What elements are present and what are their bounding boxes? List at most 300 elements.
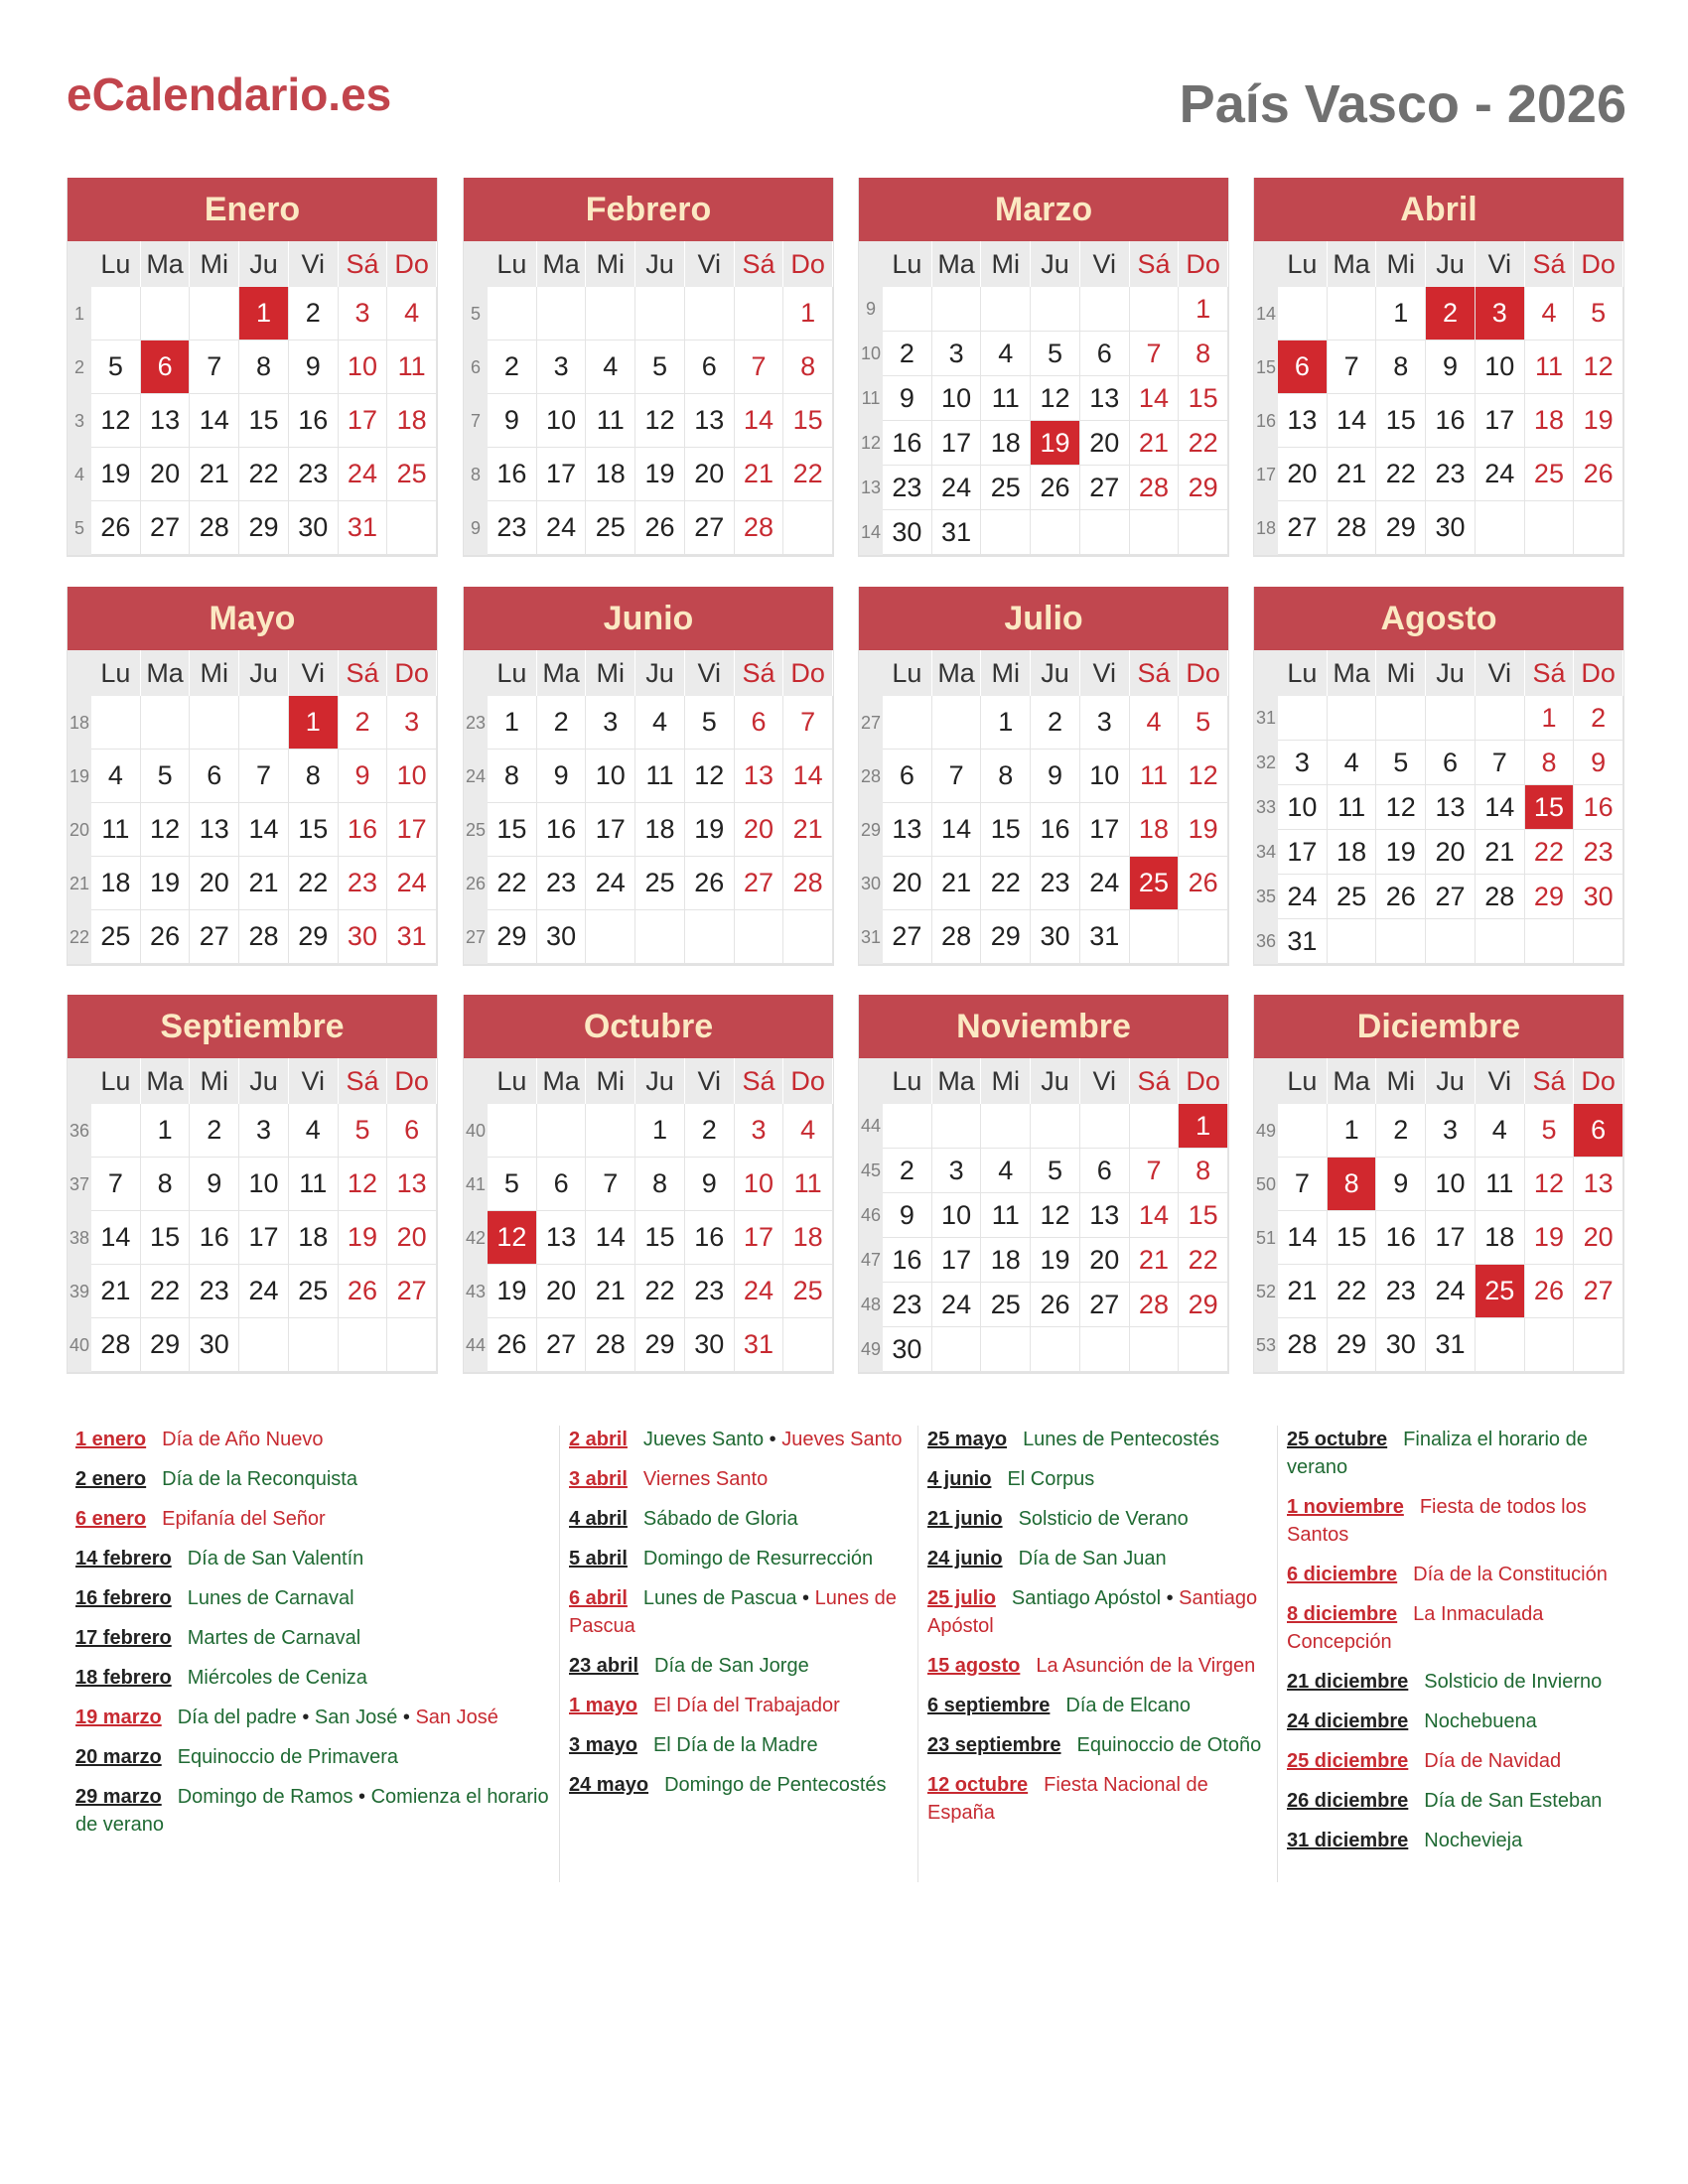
- day-cell: 14: [1130, 376, 1180, 421]
- week-number: 29: [859, 803, 883, 857]
- brand-logo: eCalendario.es: [67, 68, 392, 120]
- holiday-name: Día del padre: [177, 1706, 297, 1728]
- holiday-name: Martes de Carnaval: [187, 1627, 361, 1649]
- week-row: [859, 510, 1228, 555]
- week-number: 27: [859, 696, 883, 750]
- bullet-separator: •: [352, 1786, 371, 1808]
- week-row: [464, 696, 833, 750]
- day-cell: 21: [735, 448, 784, 501]
- day-cell: 26: [339, 1265, 388, 1318]
- empty-cell: [1376, 696, 1426, 741]
- day-cell: 26: [91, 501, 141, 555]
- day-cell: 10: [1426, 1158, 1476, 1211]
- week-row: [1254, 1318, 1623, 1372]
- week-number: 31: [859, 910, 883, 964]
- week-number: 26: [464, 857, 488, 910]
- day-cell: 2: [488, 341, 537, 394]
- weekday-label: Lu: [883, 1058, 932, 1104]
- holiday-column: [927, 1426, 1265, 1839]
- weekday-label: Ju: [635, 241, 685, 287]
- day-cell: 22: [1179, 1238, 1228, 1283]
- empty-cell: [1080, 1327, 1130, 1372]
- holiday-date: 17 febrero: [75, 1627, 172, 1649]
- weekday-label: Ma: [141, 650, 191, 696]
- weekday-label: Sá: [1525, 241, 1575, 287]
- week-row: [464, 1265, 833, 1318]
- day-cell: 14: [932, 803, 982, 857]
- holiday-name: Viernes Santo: [642, 1468, 769, 1490]
- day-cell: 14: [586, 1211, 635, 1265]
- day-cell: 5: [1031, 332, 1080, 376]
- week-row: [859, 332, 1228, 376]
- day-cell: 13: [735, 750, 784, 803]
- weekday-label: Ju: [1031, 650, 1080, 696]
- weekday-label: Mi: [190, 650, 239, 696]
- day-cell: 26: [1179, 857, 1228, 910]
- weekday-corner: [68, 241, 91, 287]
- day-cell: 30: [1031, 910, 1080, 964]
- empty-cell: [141, 287, 191, 341]
- day-cell: 3: [537, 341, 587, 394]
- holiday-item: [1287, 1747, 1624, 1775]
- weekday-header: [1254, 650, 1623, 696]
- weekday-label: Ma: [141, 1058, 191, 1104]
- day-cell: 31: [932, 510, 982, 555]
- day-cell: 15: [1179, 376, 1228, 421]
- week-row: [859, 696, 1228, 750]
- day-cell: 23: [1426, 448, 1476, 501]
- week-row: [68, 1158, 437, 1211]
- weekday-label: Mi: [586, 241, 635, 287]
- week-number: 9: [464, 501, 488, 555]
- day-cell: 8: [1179, 1149, 1228, 1193]
- day-cell: 3: [387, 696, 437, 750]
- day-cell: 10: [932, 1193, 982, 1238]
- month-abril: [1253, 178, 1624, 557]
- day-cell: 31: [1426, 1318, 1476, 1372]
- weekday-label: Ma: [537, 1058, 587, 1104]
- week-number: 14: [859, 510, 883, 555]
- holiday-date: 18 febrero: [75, 1667, 172, 1689]
- day-cell: 29: [1376, 501, 1426, 555]
- day-cell: 26: [141, 910, 191, 964]
- empty-cell: [387, 501, 437, 555]
- column-divider: [917, 1426, 918, 1882]
- week-number: 46: [859, 1193, 883, 1238]
- day-cell: 6: [883, 750, 932, 803]
- weekday-corner: [1254, 650, 1278, 696]
- weekday-label: Sá: [735, 650, 784, 696]
- week-row: [464, 501, 833, 555]
- day-cell: 14: [1476, 785, 1525, 830]
- week-row: [859, 421, 1228, 466]
- weekday-corner: [1254, 1058, 1278, 1104]
- empty-cell: [1476, 696, 1525, 741]
- empty-cell: [1376, 919, 1426, 964]
- holiday-name: Domingo de Resurrección: [642, 1548, 874, 1570]
- empty-cell: [1328, 696, 1377, 741]
- month-title: Febrero: [464, 178, 833, 241]
- day-cell: 29: [1179, 1283, 1228, 1327]
- weekday-corner: [464, 1058, 488, 1104]
- day-cell: 8: [1328, 1158, 1377, 1211]
- holiday-name: Lunes de Pascua: [642, 1587, 797, 1609]
- empty-cell: [1426, 919, 1476, 964]
- weekday-label: Mi: [190, 241, 239, 287]
- day-cell: 21: [239, 857, 289, 910]
- day-cell: 15: [783, 394, 833, 448]
- holiday-item: [569, 1505, 907, 1533]
- day-cell: 28: [239, 910, 289, 964]
- holiday-item: [1287, 1561, 1624, 1588]
- empty-cell: [1278, 696, 1328, 741]
- holiday-date: 2 abril: [569, 1429, 628, 1450]
- holiday-date: 1 enero: [75, 1429, 147, 1450]
- day-cell: 14: [735, 394, 784, 448]
- day-cell: 29: [289, 910, 339, 964]
- holiday-name: Día de Año Nuevo: [162, 1429, 324, 1450]
- day-cell: 6: [141, 341, 191, 394]
- day-cell: 15: [1179, 1193, 1228, 1238]
- weekday-label: Sá: [1130, 241, 1180, 287]
- day-cell: 9: [883, 1193, 932, 1238]
- day-cell: 11: [387, 341, 437, 394]
- week-number: 44: [464, 1318, 488, 1372]
- week-row: [1254, 1158, 1623, 1211]
- day-cell: 11: [586, 394, 635, 448]
- day-cell: 24: [239, 1265, 289, 1318]
- day-cell: 10: [339, 341, 388, 394]
- weekday-label: Do: [783, 650, 833, 696]
- day-cell: 8: [239, 341, 289, 394]
- week-number: 14: [1254, 287, 1278, 341]
- day-cell: 24: [1426, 1265, 1476, 1318]
- week-row: [68, 1318, 437, 1372]
- holiday-date: 21 diciembre: [1287, 1671, 1409, 1693]
- day-cell: 18: [981, 421, 1031, 466]
- week-row: [1254, 448, 1623, 501]
- week-number: 48: [859, 1283, 883, 1327]
- holiday-date: 24 diciembre: [1287, 1710, 1409, 1732]
- day-cell: 21: [932, 857, 982, 910]
- day-cell: 2: [339, 696, 388, 750]
- day-cell: 5: [91, 341, 141, 394]
- day-cell: 4: [783, 1104, 833, 1158]
- day-cell: 26: [1031, 1283, 1080, 1327]
- empty-cell: [586, 910, 635, 964]
- holiday-item: [75, 1783, 556, 1839]
- week-number: 7: [464, 394, 488, 448]
- week-row: [464, 1318, 833, 1372]
- empty-cell: [387, 1318, 437, 1372]
- day-cell: 7: [735, 341, 784, 394]
- weekday-label: Sá: [1525, 1058, 1575, 1104]
- day-cell: 6: [537, 1158, 587, 1211]
- month-title: Agosto: [1254, 587, 1623, 650]
- empty-cell: [1328, 287, 1377, 341]
- day-cell: 5: [1179, 696, 1228, 750]
- day-cell: 1: [289, 696, 339, 750]
- holiday-item: [75, 1545, 556, 1572]
- weekday-label: Lu: [488, 241, 537, 287]
- weekday-corner: [859, 650, 883, 696]
- empty-cell: [981, 1104, 1031, 1149]
- holiday-name: Equinoccio de Otoño: [1076, 1734, 1262, 1756]
- day-cell: 14: [91, 1211, 141, 1265]
- day-cell: 16: [190, 1211, 239, 1265]
- holiday-date: 25 julio: [927, 1587, 996, 1609]
- weekday-label: Do: [1574, 241, 1623, 287]
- holiday-item: [569, 1584, 907, 1640]
- bullet-separator: •: [1161, 1587, 1180, 1609]
- month-julio: [858, 587, 1229, 966]
- empty-cell: [1525, 919, 1575, 964]
- weekday-label: Lu: [1278, 1058, 1328, 1104]
- day-cell: 31: [1278, 919, 1328, 964]
- week-number: 38: [68, 1211, 91, 1265]
- week-number: 30: [859, 857, 883, 910]
- day-cell: 2: [883, 1149, 932, 1193]
- day-cell: 11: [783, 1158, 833, 1211]
- day-cell: 15: [488, 803, 537, 857]
- holiday-name: Santiago Apóstol: [1011, 1587, 1162, 1609]
- month-febrero: [463, 178, 834, 557]
- day-cell: 11: [1476, 1158, 1525, 1211]
- empty-cell: [1278, 1104, 1328, 1158]
- week-number: 12: [859, 421, 883, 466]
- day-cell: 19: [141, 857, 191, 910]
- weekday-label: Lu: [91, 1058, 141, 1104]
- day-cell: 6: [1080, 332, 1130, 376]
- day-cell: 3: [1476, 287, 1525, 341]
- day-cell: 2: [537, 696, 587, 750]
- month-septiembre: [67, 995, 438, 1374]
- empty-cell: [1130, 1104, 1180, 1149]
- day-cell: 30: [883, 1327, 932, 1372]
- day-cell: 1: [488, 696, 537, 750]
- day-cell: 19: [635, 448, 685, 501]
- day-cell: 20: [1574, 1211, 1623, 1265]
- week-number: 18: [68, 696, 91, 750]
- day-cell: 6: [685, 341, 735, 394]
- day-cell: 19: [1031, 1238, 1080, 1283]
- day-cell: 4: [981, 332, 1031, 376]
- week-row: [464, 1158, 833, 1211]
- day-cell: 17: [586, 803, 635, 857]
- weekday-label: Sá: [1525, 650, 1575, 696]
- weekday-label: Vi: [685, 1058, 735, 1104]
- week-number: 15: [1254, 341, 1278, 394]
- bullet-separator: •: [296, 1706, 315, 1728]
- empty-cell: [1179, 910, 1228, 964]
- weekday-label: Ma: [932, 1058, 982, 1104]
- day-cell: 8: [289, 750, 339, 803]
- week-row: [1254, 1265, 1623, 1318]
- empty-cell: [488, 287, 537, 341]
- week-row: [464, 857, 833, 910]
- weekday-label: Ma: [537, 650, 587, 696]
- week-row: [464, 448, 833, 501]
- holiday-date: 24 mayo: [569, 1774, 649, 1796]
- holiday-item: [1287, 1426, 1624, 1481]
- day-cell: 3: [239, 1104, 289, 1158]
- weekday-label: Ju: [1426, 650, 1476, 696]
- weekday-header: [859, 650, 1228, 696]
- week-number: 37: [68, 1158, 91, 1211]
- day-cell: 10: [1476, 341, 1525, 394]
- week-row: [68, 394, 437, 448]
- weekday-label: Lu: [1278, 241, 1328, 287]
- day-cell: 4: [387, 287, 437, 341]
- day-cell: 25: [387, 448, 437, 501]
- day-cell: 10: [932, 376, 982, 421]
- weekday-header: [1254, 1058, 1623, 1104]
- weekday-label: Ju: [635, 650, 685, 696]
- day-cell: 16: [537, 803, 587, 857]
- weekday-label: Mi: [1376, 1058, 1426, 1104]
- day-cell: 23: [339, 857, 388, 910]
- month-octubre: [463, 995, 834, 1374]
- day-cell: 6: [1574, 1104, 1623, 1158]
- week-number: 51: [1254, 1211, 1278, 1265]
- holiday-name: Jueves Santo: [781, 1429, 903, 1450]
- holiday-name: Fiesta Nacional de España: [927, 1774, 1208, 1824]
- week-number: 4: [68, 448, 91, 501]
- day-cell: 10: [387, 750, 437, 803]
- weekday-label: Sá: [1130, 1058, 1180, 1104]
- week-row: [859, 287, 1228, 332]
- weekday-label: Ju: [1031, 1058, 1080, 1104]
- day-cell: 15: [141, 1211, 191, 1265]
- day-cell: 22: [1328, 1265, 1377, 1318]
- weekday-label: Ju: [1031, 241, 1080, 287]
- day-cell: 16: [1574, 785, 1623, 830]
- day-cell: 28: [1476, 875, 1525, 919]
- day-cell: 7: [1130, 332, 1180, 376]
- day-cell: 20: [735, 803, 784, 857]
- day-cell: 14: [1328, 394, 1377, 448]
- weekday-label: Do: [387, 650, 437, 696]
- empty-cell: [339, 1318, 388, 1372]
- empty-cell: [685, 910, 735, 964]
- weekday-label: Do: [1574, 650, 1623, 696]
- weekday-label: Ma: [1328, 1058, 1377, 1104]
- week-number: 43: [464, 1265, 488, 1318]
- holiday-date: 25 mayo: [927, 1429, 1008, 1450]
- day-cell: 1: [1179, 287, 1228, 332]
- day-cell: 19: [685, 803, 735, 857]
- week-row: [1254, 875, 1623, 919]
- holiday-date: 1 mayo: [569, 1695, 637, 1716]
- holiday-name: Sábado de Gloria: [642, 1508, 798, 1530]
- day-cell: 19: [1525, 1211, 1575, 1265]
- day-cell: 30: [1574, 875, 1623, 919]
- day-cell: 12: [1525, 1158, 1575, 1211]
- day-cell: 16: [1376, 1211, 1426, 1265]
- holiday-item: [1287, 1827, 1624, 1854]
- day-cell: 21: [586, 1265, 635, 1318]
- holiday-date: 1 noviembre: [1287, 1496, 1404, 1518]
- day-cell: 29: [1525, 875, 1575, 919]
- weekday-label: Do: [387, 1058, 437, 1104]
- day-cell: 17: [1426, 1211, 1476, 1265]
- weekday-label: Vi: [289, 241, 339, 287]
- weekday-header: [68, 241, 437, 287]
- day-cell: 9: [537, 750, 587, 803]
- day-cell: 15: [289, 803, 339, 857]
- day-cell: 8: [141, 1158, 191, 1211]
- holiday-item: [927, 1426, 1265, 1453]
- day-cell: 17: [1476, 394, 1525, 448]
- week-row: [1254, 785, 1623, 830]
- page-title: País Vasco - 2026: [1179, 74, 1626, 134]
- weekday-label: Mi: [190, 1058, 239, 1104]
- day-cell: 31: [1080, 910, 1130, 964]
- week-number: 19: [68, 750, 91, 803]
- week-row: [1254, 1211, 1623, 1265]
- weekday-label: Ju: [1426, 1058, 1476, 1104]
- week-number: 27: [464, 910, 488, 964]
- week-row: [68, 910, 437, 964]
- day-cell: 20: [685, 448, 735, 501]
- week-number: 31: [1254, 696, 1278, 741]
- day-cell: 13: [1278, 394, 1328, 448]
- day-cell: 16: [883, 421, 932, 466]
- day-cell: 5: [339, 1104, 388, 1158]
- week-number: 41: [464, 1158, 488, 1211]
- empty-cell: [981, 510, 1031, 555]
- day-cell: 26: [685, 857, 735, 910]
- day-cell: 30: [537, 910, 587, 964]
- day-cell: 25: [586, 501, 635, 555]
- day-cell: 9: [1031, 750, 1080, 803]
- empty-cell: [1574, 1318, 1623, 1372]
- empty-cell: [883, 696, 932, 750]
- empty-cell: [1130, 287, 1180, 332]
- day-cell: 13: [1080, 1193, 1130, 1238]
- weekday-label: Ju: [1426, 241, 1476, 287]
- holiday-item: [1287, 1493, 1624, 1549]
- empty-cell: [1080, 1104, 1130, 1149]
- holiday-date: 21 junio: [927, 1508, 1003, 1530]
- day-cell: 4: [1525, 287, 1575, 341]
- empty-cell: [586, 287, 635, 341]
- day-cell: 29: [239, 501, 289, 555]
- holiday-item: [1287, 1787, 1624, 1815]
- day-cell: 9: [883, 376, 932, 421]
- holiday-name: Día de Navidad: [1424, 1750, 1562, 1772]
- week-number: 25: [464, 803, 488, 857]
- day-cell: 25: [91, 910, 141, 964]
- week-number: 35: [1254, 875, 1278, 919]
- day-cell: 12: [635, 394, 685, 448]
- day-cell: 27: [1080, 1283, 1130, 1327]
- empty-cell: [289, 1318, 339, 1372]
- weekday-label: Do: [1179, 650, 1228, 696]
- weekday-header: [464, 650, 833, 696]
- day-cell: 25: [1328, 875, 1377, 919]
- holiday-column: [569, 1426, 907, 1811]
- day-cell: 22: [1179, 421, 1228, 466]
- day-cell: 7: [1278, 1158, 1328, 1211]
- day-cell: 23: [685, 1265, 735, 1318]
- holiday-name: El Corpus: [1007, 1468, 1095, 1490]
- day-cell: 7: [190, 341, 239, 394]
- week-number: 36: [1254, 919, 1278, 964]
- day-cell: 8: [635, 1158, 685, 1211]
- day-cell: 29: [1179, 466, 1228, 510]
- holiday-item: [927, 1652, 1265, 1680]
